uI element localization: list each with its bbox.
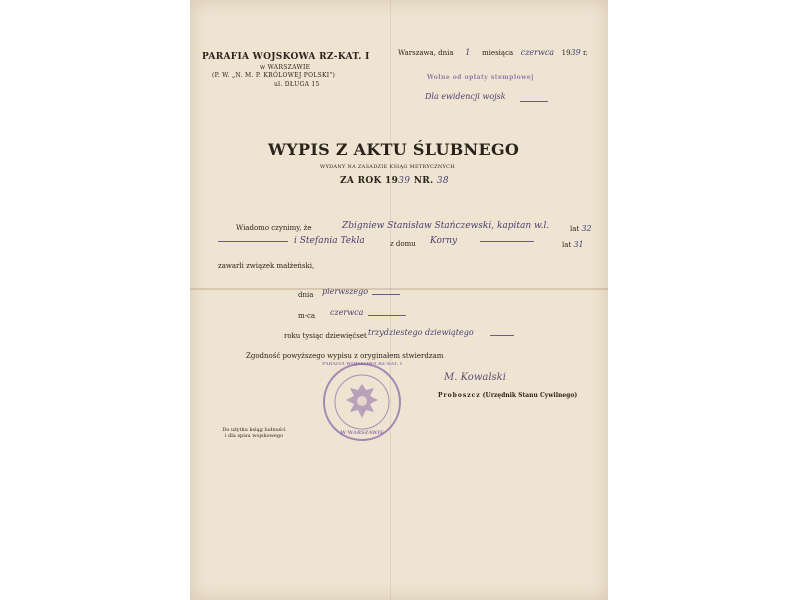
date-month-label: miesiąca <box>482 49 514 57</box>
date-day: 1 <box>465 48 471 57</box>
groom-age: 32 <box>581 224 592 233</box>
signature-role <box>438 392 577 399</box>
year-words-label: roku tysiąc dziewięćset <box>284 332 367 340</box>
day-label: dnia <box>298 291 314 299</box>
date-year-prefix: 19 <box>561 49 571 57</box>
footer-note-line-1: Do użytku ksiąg ludności <box>222 427 286 433</box>
z-domu-label: z domu <box>390 240 416 248</box>
nr-label: NR. <box>413 176 434 186</box>
body-line-1 <box>236 224 312 232</box>
bride-maiden-name: Korny <box>430 236 458 246</box>
footer-note <box>214 427 294 439</box>
day-value: pierwszego <box>322 287 369 296</box>
month-label: m-ca <box>298 312 316 320</box>
year-line <box>340 176 449 186</box>
year-prefix: ZA ROK 19 <box>340 176 399 186</box>
parish-seal <box>320 360 404 444</box>
nr-value: 38 <box>436 176 449 186</box>
month-dash <box>368 315 406 316</box>
document-subtitle: WYDANY NA ZASADZIE KSIĄG METRYCZNYCH <box>320 164 455 170</box>
year-dash <box>490 335 514 336</box>
bride-name-line <box>294 236 365 246</box>
line2-lead-dash <box>218 241 288 242</box>
document-title: WYPIS Z AKTU ŚLUBNEGO <box>268 140 520 159</box>
parish-city: w WARSZAWIE <box>260 64 311 71</box>
line2-trail-dash <box>480 241 534 242</box>
day-dash <box>372 294 400 295</box>
lat-label-2: lat <box>562 241 572 249</box>
role-label: Proboszcz <box>438 392 481 399</box>
date-line <box>398 48 588 57</box>
bride-name: Stefania Tekla <box>299 236 365 246</box>
certify-line: Zgodność powyższego wypisu z oryginałem stwierdzam <box>246 352 444 360</box>
lat-label: lat <box>570 225 580 233</box>
month-value: czerwca <box>330 308 364 317</box>
groom-name: Zbigniew Stanisław Stańczewski, kapitan w.l. <box>342 221 550 231</box>
handwritten-note: Dla ewidencji wojsk <box>425 92 506 101</box>
married-line: zawarli związek małżeński, <box>218 262 315 270</box>
parish-patron: (P. W. „N. M. P. KRÓLOWEJ POLSKI") <box>212 72 336 79</box>
seal-outer-text: PARAFIA WOJSKOWA RZ-KAT. I <box>322 362 402 367</box>
groom-age-line <box>570 224 592 233</box>
bride-age-line <box>562 240 584 249</box>
footer-note-line-2: i dla spisu wojskowego <box>224 433 284 439</box>
parish-name: PARAFIA WOJSKOWA RZ-KAT. I <box>202 52 370 62</box>
document-page <box>190 0 608 600</box>
date-r: r. <box>582 49 588 57</box>
body-intro: Wiadomo czynimy, że <box>236 224 312 232</box>
signature: M. Kowalski <box>444 372 506 383</box>
seal-bottom-text: W WARSZAWIE <box>340 430 384 436</box>
exempt-stamp: Wolne od opłaty stemplowej <box>427 74 534 81</box>
note-underline <box>520 101 548 102</box>
year-value: 39 <box>398 176 411 186</box>
date-prefix: Warszawa, dnia <box>398 49 454 57</box>
year-words-value: trzydziestego dziewiątego <box>368 328 474 337</box>
date-month: czerwca <box>520 48 555 57</box>
role-note: (Urzędnik Stanu Cywilnego) <box>482 392 578 399</box>
parish-address: ul. DŁUGA 15 <box>274 81 320 88</box>
bride-age: 31 <box>573 240 584 249</box>
date-year-suffix: 39 <box>570 48 581 57</box>
and-word: i <box>294 236 297 246</box>
